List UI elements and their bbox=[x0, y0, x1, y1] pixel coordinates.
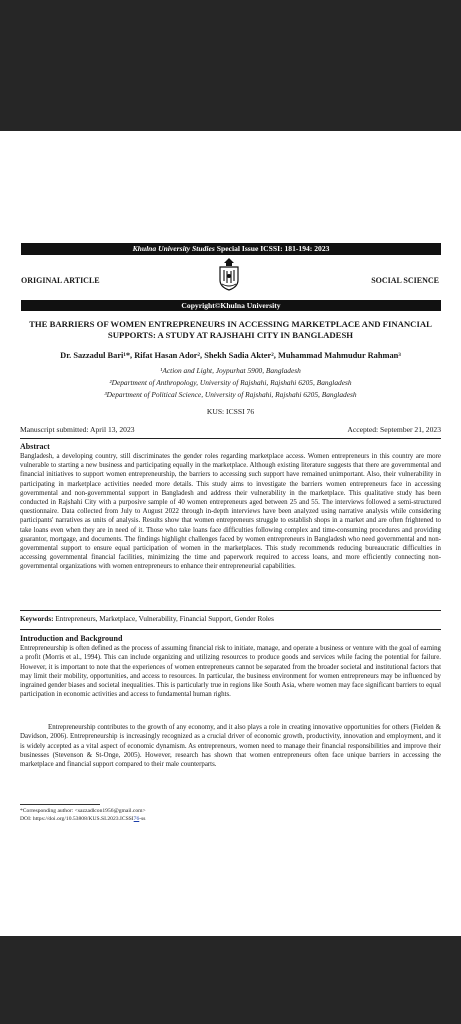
keywords bbox=[20, 615, 441, 623]
abstract-divider bbox=[20, 610, 441, 611]
doi-prefix: DOI: https://doi.org/10.53808/KUS.SI.2023.ICSSI bbox=[20, 816, 134, 822]
affiliation-1: ¹Action and Light, Joypurhat 5900, Bangladesh bbox=[160, 366, 301, 375]
intro-paragraph-1: Entrepreneurship is often defined as the process of assuming financial risk to initiate, manage, and operate a business or venture with the goal of earning a profit (Morris et al., 1994). This can include organizing and utilizing resources to produce goods and services while facing the potential for failure. However, it is important to note that the experiences of women entrepreneurs cannot be separated from the broader societal and institutional factors that may limit their mobility, opportunities, and access to resources. In particular, the business environment for women entrepreneurs may be influenced by ingrained gender biases and societal inequalities. This is particularly true in regions like South Asia, where women may face significant barriers to equal participation in economic activities and access to fundamental human rights. bbox=[20, 645, 441, 699]
abstract-heading: Abstract bbox=[20, 442, 50, 451]
doi-link[interactable]: 76 bbox=[133, 816, 140, 822]
journal-name: Khulna University Studies bbox=[132, 244, 215, 253]
accepted-date: Accepted: September 21, 2023 bbox=[347, 425, 441, 434]
header-divider bbox=[20, 438, 441, 439]
journal-banner bbox=[21, 243, 441, 255]
keywords-divider bbox=[20, 629, 441, 630]
copyright-banner: Copyright©Khulna University bbox=[21, 300, 441, 311]
issue-info: Special Issue ICSSI: 181-194: 2023 bbox=[216, 244, 330, 253]
doi-line bbox=[20, 816, 145, 823]
subject-area: SOCIAL SCIENCE bbox=[371, 276, 439, 285]
affiliation-3: ³Department of Political Science, University of Rajshahi, Rajshahi 6205, Bangladesh bbox=[104, 390, 357, 399]
abstract-text: Bangladesh, a developing country, still discriminates the gender roles regarding marketplace access. Women entrepreneurs in this country are more vulnerable to starting a new business and participating equally in the marketplace. Although existing literature suggests that there are governmental and financial initiatives to support women entrepreneurship, the barriers to accessing such support have remained unimportant. Also, their vulnerability in participating in marketplace activities needed more details. This study aims to investigate the barriers women entrepreneurs face in accessing governmental and non-governmental support in Bangladesh and address their vulnerability in the marketplace. This qualitative study has been conducted in Rajshahi City with a purposive sample of 40 women entrepreneurs aged between 25 and 55. The interviews followed a semi-structured questionnaire. Data collected from July to August 2022 through in-depth interviews have been analyzed using narrative analysis while considering participants' narratives as units of analysis. Results show that women entrepreneurs struggle to establish shops in a market and are often frightened to take loans even when they are in need of it. Those who take loans face difficulties following complex and time-consuming procedures and providing guarantor, mortgage, and documents. The findings highlight challenges faced by women entrepreneurs in Bangladesh who need governmental and non-governmental support to ensure equal participation of women in the marketplaces. This study recommends reducing bureaucratic difficulties in accessing governmental financial facilities, minimizing the time and paperwork required to access loans, and more efficiently connecting non-governmental organizations with women entrepreneurs to enhance their entrepreneurial capabilities. bbox=[20, 453, 441, 571]
paper-title: THE BARRIERS OF WOMEN ENTREPRENEURS IN ACCESSING MARKETPLACE AND FINANCIAL SUPPORTS: A STUDY AT RAJSHAHI CITY IN BANGLADESH bbox=[29, 319, 432, 340]
submitted-date: Manuscript submitted: April 13, 2023 bbox=[20, 425, 135, 434]
author-list: Dr. Sazzadul Bari¹*, Rifat Hasan Ador², Shekh Sadia Akter², Muhammad Mahmudur Rahman³ bbox=[60, 351, 401, 360]
manuscript-dates bbox=[20, 425, 441, 434]
affiliation-2: ²Department of Anthropology, University of Rajshahi, Rajshahi 6205, Bangladesh bbox=[109, 378, 352, 387]
corresponding-author: *Corresponding author: <sazzadlcon1956@gmail.com> bbox=[20, 808, 146, 814]
kus-code: KUS: ICSSI 76 bbox=[206, 407, 255, 416]
doi-suffix: -ss bbox=[139, 816, 146, 822]
paper-page[interactable] bbox=[0, 131, 461, 936]
khulna-university-logo bbox=[218, 257, 240, 291]
keywords-text: Entrepreneurs, Marketplace, Vulnerability, Financial Support, Gender Roles bbox=[55, 615, 274, 623]
introduction-heading: Introduction and Background bbox=[20, 634, 123, 643]
bottom-dark-bar bbox=[0, 936, 461, 1024]
keywords-label: Keywords: bbox=[20, 615, 54, 623]
top-dark-bar bbox=[0, 0, 461, 131]
footnote-divider bbox=[20, 804, 100, 805]
intro-paragraph-2: Entrepreneurship contributes to the growth of any economy, and it also plays a role in creating innovative opportunities for others (Fielden & Davidson, 2006). Entrepreneurship is increasingly recognized as a crucial driver of economic growth, productivity, innovation and employment, and it is widely accepted as a vital aspect of economic dynamism. As entrepreneurs, women need to manage their financial responsibilities and improve their businesses (Stevenson & St-Onge, 2005). However, research has shown that women entrepreneurs often face unique barriers in accessing the marketplace and financial support compared to their male counterparts. bbox=[20, 724, 441, 769]
article-type: ORIGINAL ARTICLE bbox=[21, 276, 100, 285]
